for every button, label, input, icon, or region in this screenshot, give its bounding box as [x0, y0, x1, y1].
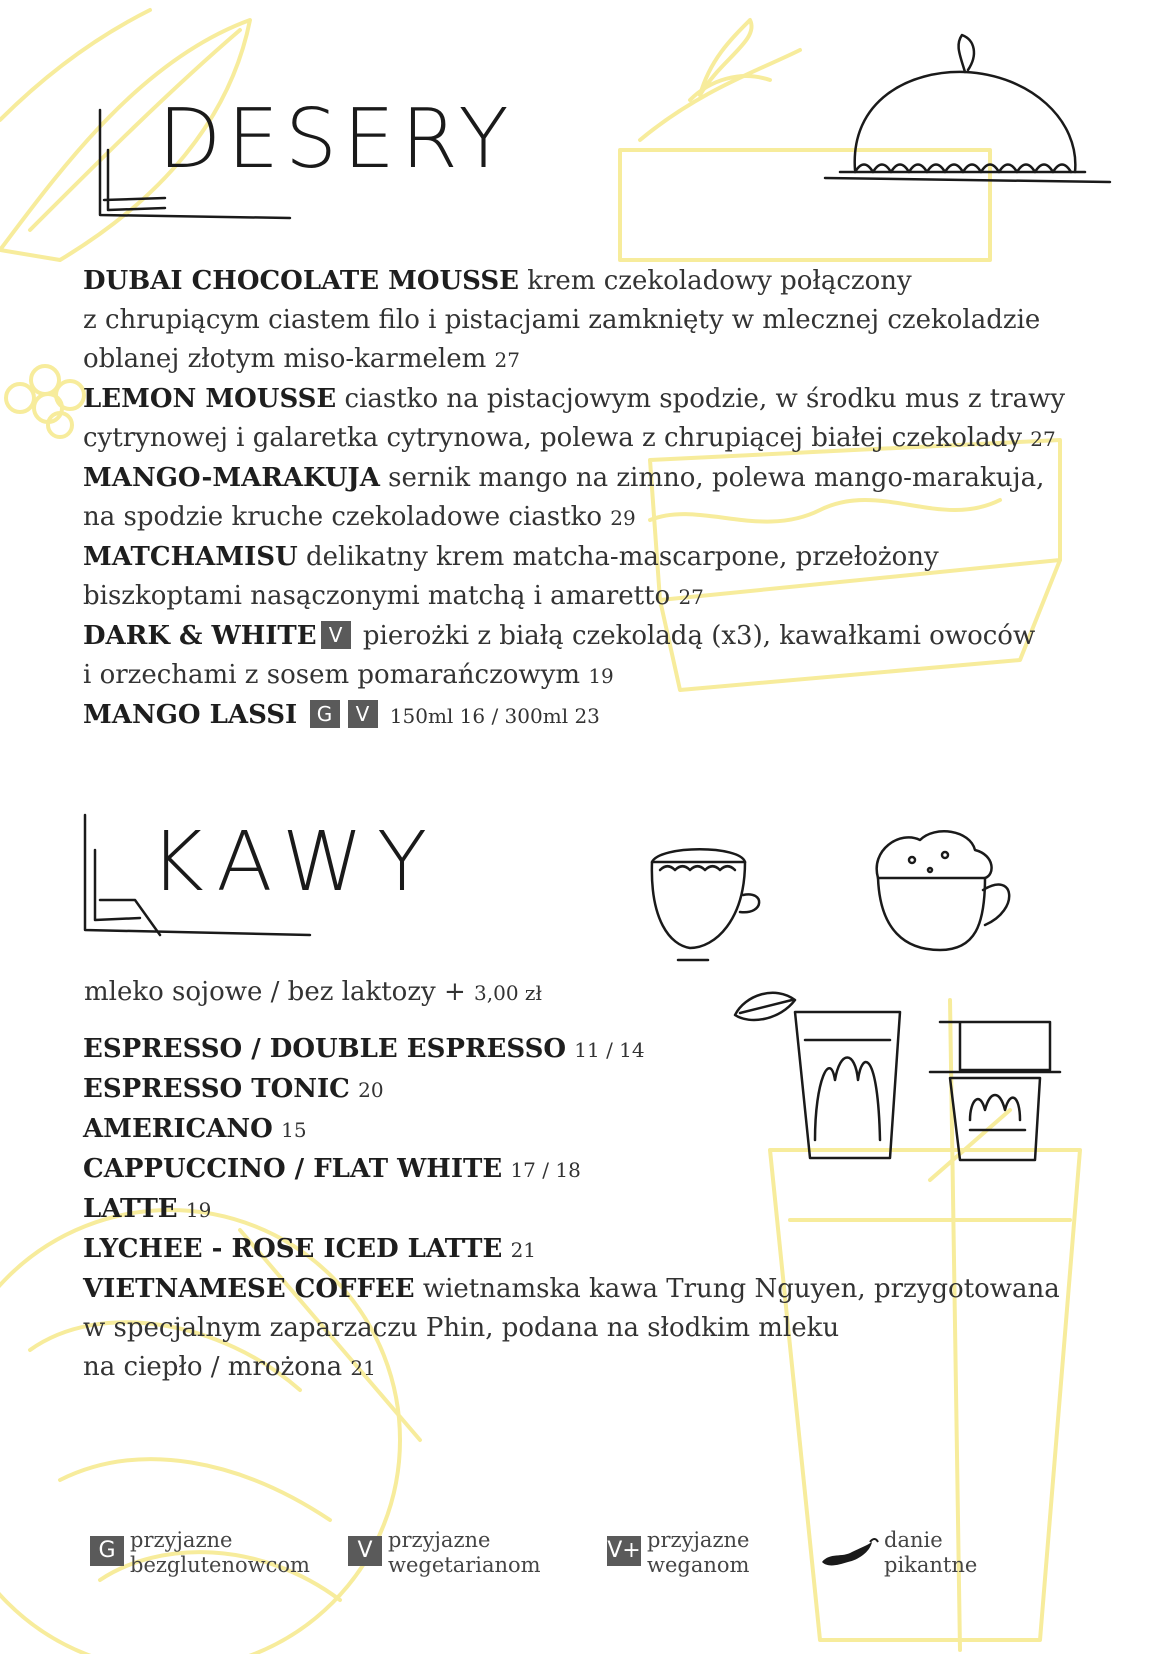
- item-description: w specjalnym zaparzaczu Phin, podana na słodkim mleku: [83, 1313, 840, 1343]
- item-name: MANGO-MARAKUJA: [83, 463, 380, 493]
- vegan-badge: V+: [607, 1536, 641, 1566]
- item-price: 15: [281, 1118, 307, 1142]
- desery-list: [83, 262, 1066, 736]
- legend-spicy: [818, 1528, 977, 1578]
- legend-label: danie: [884, 1528, 943, 1552]
- vegetarian-badge: V: [348, 700, 378, 728]
- menu-item: [83, 262, 1041, 380]
- menu-item: [83, 1070, 1043, 1110]
- cloche-icon: [855, 72, 1076, 172]
- menu-item: [83, 1270, 1060, 1388]
- gluten-free-badge: G: [310, 700, 340, 728]
- item-price: 21: [350, 1356, 376, 1380]
- menu-item: [83, 1110, 1043, 1150]
- menu-item: [83, 1230, 1043, 1270]
- item-description: na spodzie kruche czekoladowe ciastko: [83, 502, 611, 532]
- menu-item: [83, 617, 1036, 696]
- item-name: AMERICANO: [83, 1114, 273, 1144]
- menu-item: [83, 1030, 1043, 1070]
- item-name: DUBAI CHOCOLATE MOUSSE: [83, 266, 519, 296]
- item-price: 19: [588, 664, 614, 688]
- legend-label: przyjazne: [388, 1528, 491, 1552]
- item-price: 29: [610, 506, 636, 530]
- item-price: 27: [1030, 427, 1056, 451]
- cappuccino-cup-icon: [878, 878, 985, 950]
- item-description: sernik mango na zimno, polewa mango-marakuja,: [379, 463, 1045, 493]
- legend-label: pikantne: [884, 1553, 978, 1577]
- item-description: oblanej złotym miso-karmelem: [83, 344, 495, 374]
- item-name: ESPRESSO / DOUBLE ESPRESSO: [83, 1034, 566, 1064]
- item-name: LATTE: [83, 1194, 178, 1224]
- section-title-desery: DESERY: [158, 92, 515, 187]
- item-description: ciastko na pistacjowym spodzie, w środku mus z trawy: [336, 384, 1066, 414]
- milk-price: 3,00 zł: [474, 981, 542, 1005]
- item-name: DARK & WHITE: [83, 621, 317, 651]
- gluten-free-badge: G: [90, 1536, 124, 1566]
- menu-item: [83, 1190, 1043, 1230]
- legend-label: przyjazne: [647, 1528, 750, 1552]
- item-description: cytrynowej i galaretka cytrynowa, polewa z chrupiącej białej czekolady: [83, 423, 1031, 453]
- milk-note: [84, 977, 542, 1007]
- item-price: 27: [494, 348, 520, 372]
- item-description: i orzechami z sosem pomarańczowym: [83, 660, 589, 690]
- item-price: 11 / 14: [574, 1038, 645, 1062]
- menu-item: [83, 380, 1066, 459]
- item-price: 150ml 16 / 300ml 23: [389, 704, 600, 728]
- item-price: 17 / 18: [510, 1158, 581, 1182]
- legend-vegan: [607, 1528, 749, 1578]
- legend-label: przyjazne: [130, 1528, 233, 1552]
- chili-pepper-icon: [818, 1532, 880, 1572]
- item-description: z chrupiącym ciastem filo i pistacjami zamknięty w mlecznej czekoladzie: [83, 305, 1041, 335]
- kawy-list: [83, 1030, 1060, 1388]
- item-description: delikatny krem matcha-mascarpone, przełożony: [297, 542, 939, 572]
- item-name: CAPPUCCINO / FLAT WHITE: [83, 1154, 503, 1184]
- item-name: LEMON MOUSSE: [83, 384, 337, 414]
- vegetarian-badge: V: [321, 621, 351, 649]
- legend-label: weganom: [647, 1553, 750, 1577]
- menu-item: [83, 459, 1045, 538]
- vegetarian-badge: V: [348, 1536, 382, 1566]
- menu-item: [83, 1150, 1043, 1190]
- item-price: 21: [510, 1238, 537, 1262]
- item-price: 19: [185, 1198, 212, 1222]
- section-title-kawy: KAWY: [150, 815, 442, 910]
- item-description: na ciepło / mrożona: [83, 1352, 351, 1382]
- item-description: krem czekoladowy połączony: [518, 266, 912, 296]
- milk-note-text: mleko sojowe / bez laktozy +: [84, 977, 475, 1007]
- coffee-cup-icon: [652, 862, 745, 948]
- menu-item: [83, 696, 1033, 736]
- item-name: VIETNAMESE COFFEE: [83, 1274, 415, 1304]
- legend-label: bezglutenowcom: [130, 1553, 310, 1577]
- item-description: pierożki z białą czekoladą (x3), kawałkami owoców: [354, 621, 1036, 651]
- item-name: MANGO LASSI: [83, 700, 298, 730]
- item-name: LYCHEE - ROSE ICED LATTE: [83, 1234, 503, 1264]
- item-price: 20: [358, 1078, 384, 1102]
- menu-item: [83, 538, 1033, 617]
- legend-vegetarian: [348, 1528, 541, 1578]
- legend-gluten-free: [90, 1528, 310, 1578]
- legend-label: wegetarianom: [388, 1553, 541, 1577]
- item-description: biszkoptami nasączonymi matchą i amaretto: [83, 581, 679, 611]
- item-description: wietnamska kawa Trung Nguyen, przygotowana: [414, 1274, 1060, 1304]
- item-name: MATCHAMISU: [83, 542, 298, 572]
- item-price: 27: [678, 585, 704, 609]
- item-name: ESPRESSO TONIC: [83, 1074, 350, 1104]
